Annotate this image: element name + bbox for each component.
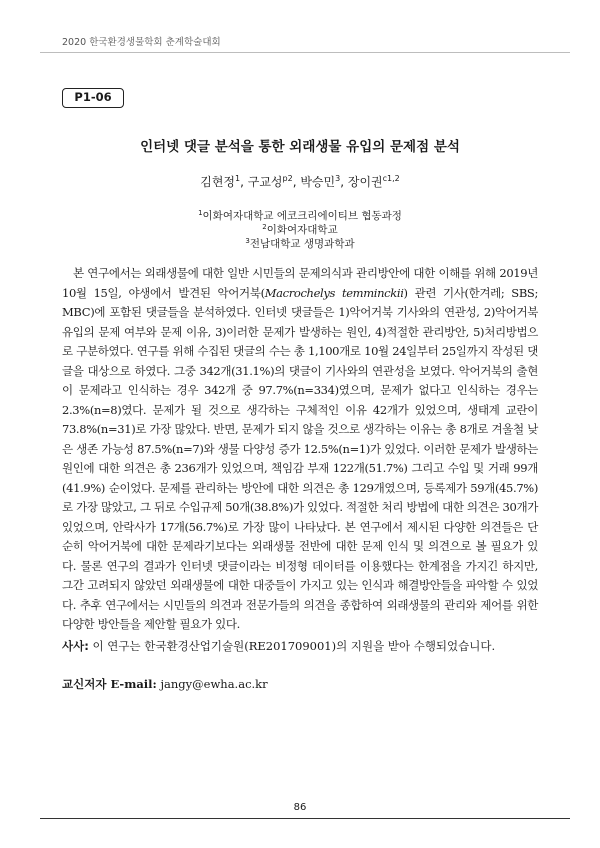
abstract-text: 본 연구에서는 외래생물에 대한 일반 시민들의 문제의식과 관리방안에 대한 이해를 위해 2019년 10월 15일, 야생에서 발견된 악어거북( (62, 266, 538, 300)
affiliation-item (0, 223, 600, 237)
running-header: 2020 한국환경생물학회 춘계학술대회 (62, 37, 221, 48)
poster-id-badge: P1-06 (62, 88, 124, 108)
author-name: 장이권 (347, 175, 383, 189)
affiliation-mark: 1 (198, 209, 203, 217)
affiliation-mark: 2 (262, 223, 267, 231)
author-affiliation-mark: 1 (235, 174, 241, 183)
acknowledgement-text: 이 연구는 한국환경산업기술원(RE201709001)의 지원을 받아 수행되었습니다. (88, 639, 496, 653)
footer-divider (40, 818, 570, 819)
affiliation-mark: 3 (245, 237, 250, 245)
author-affiliation-mark: p2 (282, 174, 293, 183)
author-affiliation-mark: c1,2 (382, 174, 400, 183)
author-name: 구교성 (247, 175, 283, 189)
page-number: 86 (293, 802, 307, 813)
affiliation-text: 이화여자대학교 (266, 224, 338, 236)
acknowledgement-label: 사사: (62, 639, 89, 653)
abstract-text: ) 관련 기사(한겨레; SBS; MBC)에 포함된 댓글들을 분석하였다. 인터넷 댓글들은 1)악어거북 기사와의 연관성, 2)악어거북 유입의 문제 여부와 문제 이유, 3)이러한 문제가 발생하는 원인, 4)적절한 관리방안, 5)처리방법으로 구분하였다. 연구를 위해 수집된 댓글의 수는 총 1,100개로 10월 24일부터 25일까지 작성된 댓글을 대상으로 하였다. 그중 342개(31.1%)의 댓글이 기사와의 연관성을 보였다. 악어거북의 출현이 문제라고 인식하는 경우 342개 중 97.7%(n=334)였으며, 문제가 없다고 인식하는 경우는 2.3%(n=8)였다. 문제가 될 것으로 생각하는 구체적인 이유 42개가 있었으며, 생태계 교란이 73.8%(n=31)로 가장 많았다. 반면, 문제가 되지 않을 것으로 생각하는 이유는 총 8개로 겨울철 낮은 생존 가능성 87.5%(n=7)와 생물 다양성 증가 12.5%(n=1)가 있었다. 이러한 문제가 발생하는 원인에 대한 의견은 총 236개가 있었으며, 책임감 부재 122개(51.7%) 그리고 수입 및 거래 99개(41.9%) 순이었다. 문제를 관리하는 방안에 대한 의견은 총 129개였으며, 등록제가 59개(45.7%)로 가장 많았고, 그 뒤로 수입규제 50개(38.8%)가 있었다. 적절한 처리 방법에 대한 의견은 30개가 있었으며, 안락사가 17개(56.7%)로 가장 많이 나타났다. 본 연구에서 제시된 다양한 의견들은 단순히 악어거북에 대한 문제라기보다는 외래생물 전반에 대한 문제 인식 및 의견으로 볼 필요가 있다. 물론 연구의 결과가 인터넷 댓글이라는 비정형 데이터를 이용했다는 한계점을 가지긴 하지만, 그간 고려되지 않았던 외래생물에 대한 대중들이 가지고 있는 인식과 해결방안들을 파악할 수 있었다. 추후 연구에서는 시민들의 의견과 전문가들의 의견을 종합하여 외래생물의 관리와 제어를 위한 다양한 방안들을 제안할 필요가 있다. (62, 285, 538, 631)
affiliation-item (0, 237, 600, 251)
corresponding-email[interactable]: jangy@ewha.ac.kr (156, 677, 268, 691)
corresponding-author (62, 676, 268, 692)
author-name: 김현정 (200, 175, 236, 189)
corresponding-author-label: 교신저자 E-mail: (62, 677, 157, 691)
affiliation-text: 이화여자대학교 에코크리에이티브 협동과정 (202, 210, 402, 222)
species-name: Macrochelys temminckii (264, 285, 404, 300)
author-list: 김현정$^1$, 구교성$^{p2}$, 박승민$^3$, 장이권$^{c1,2}$ (200, 174, 400, 189)
paper-title: 인터넷 댓글 분석을 통한 외래생물 유입의 문제점 분석 (140, 139, 460, 155)
header-divider (40, 52, 570, 53)
abstract-body (62, 264, 538, 635)
affiliation-item (0, 209, 600, 223)
author-affiliation-mark: 3 (335, 174, 341, 183)
affiliation-list (0, 209, 600, 251)
acknowledgement (62, 638, 538, 654)
author-name: 박승민 (300, 175, 336, 189)
affiliation-text: 전남대학교 생명과학과 (249, 238, 355, 250)
